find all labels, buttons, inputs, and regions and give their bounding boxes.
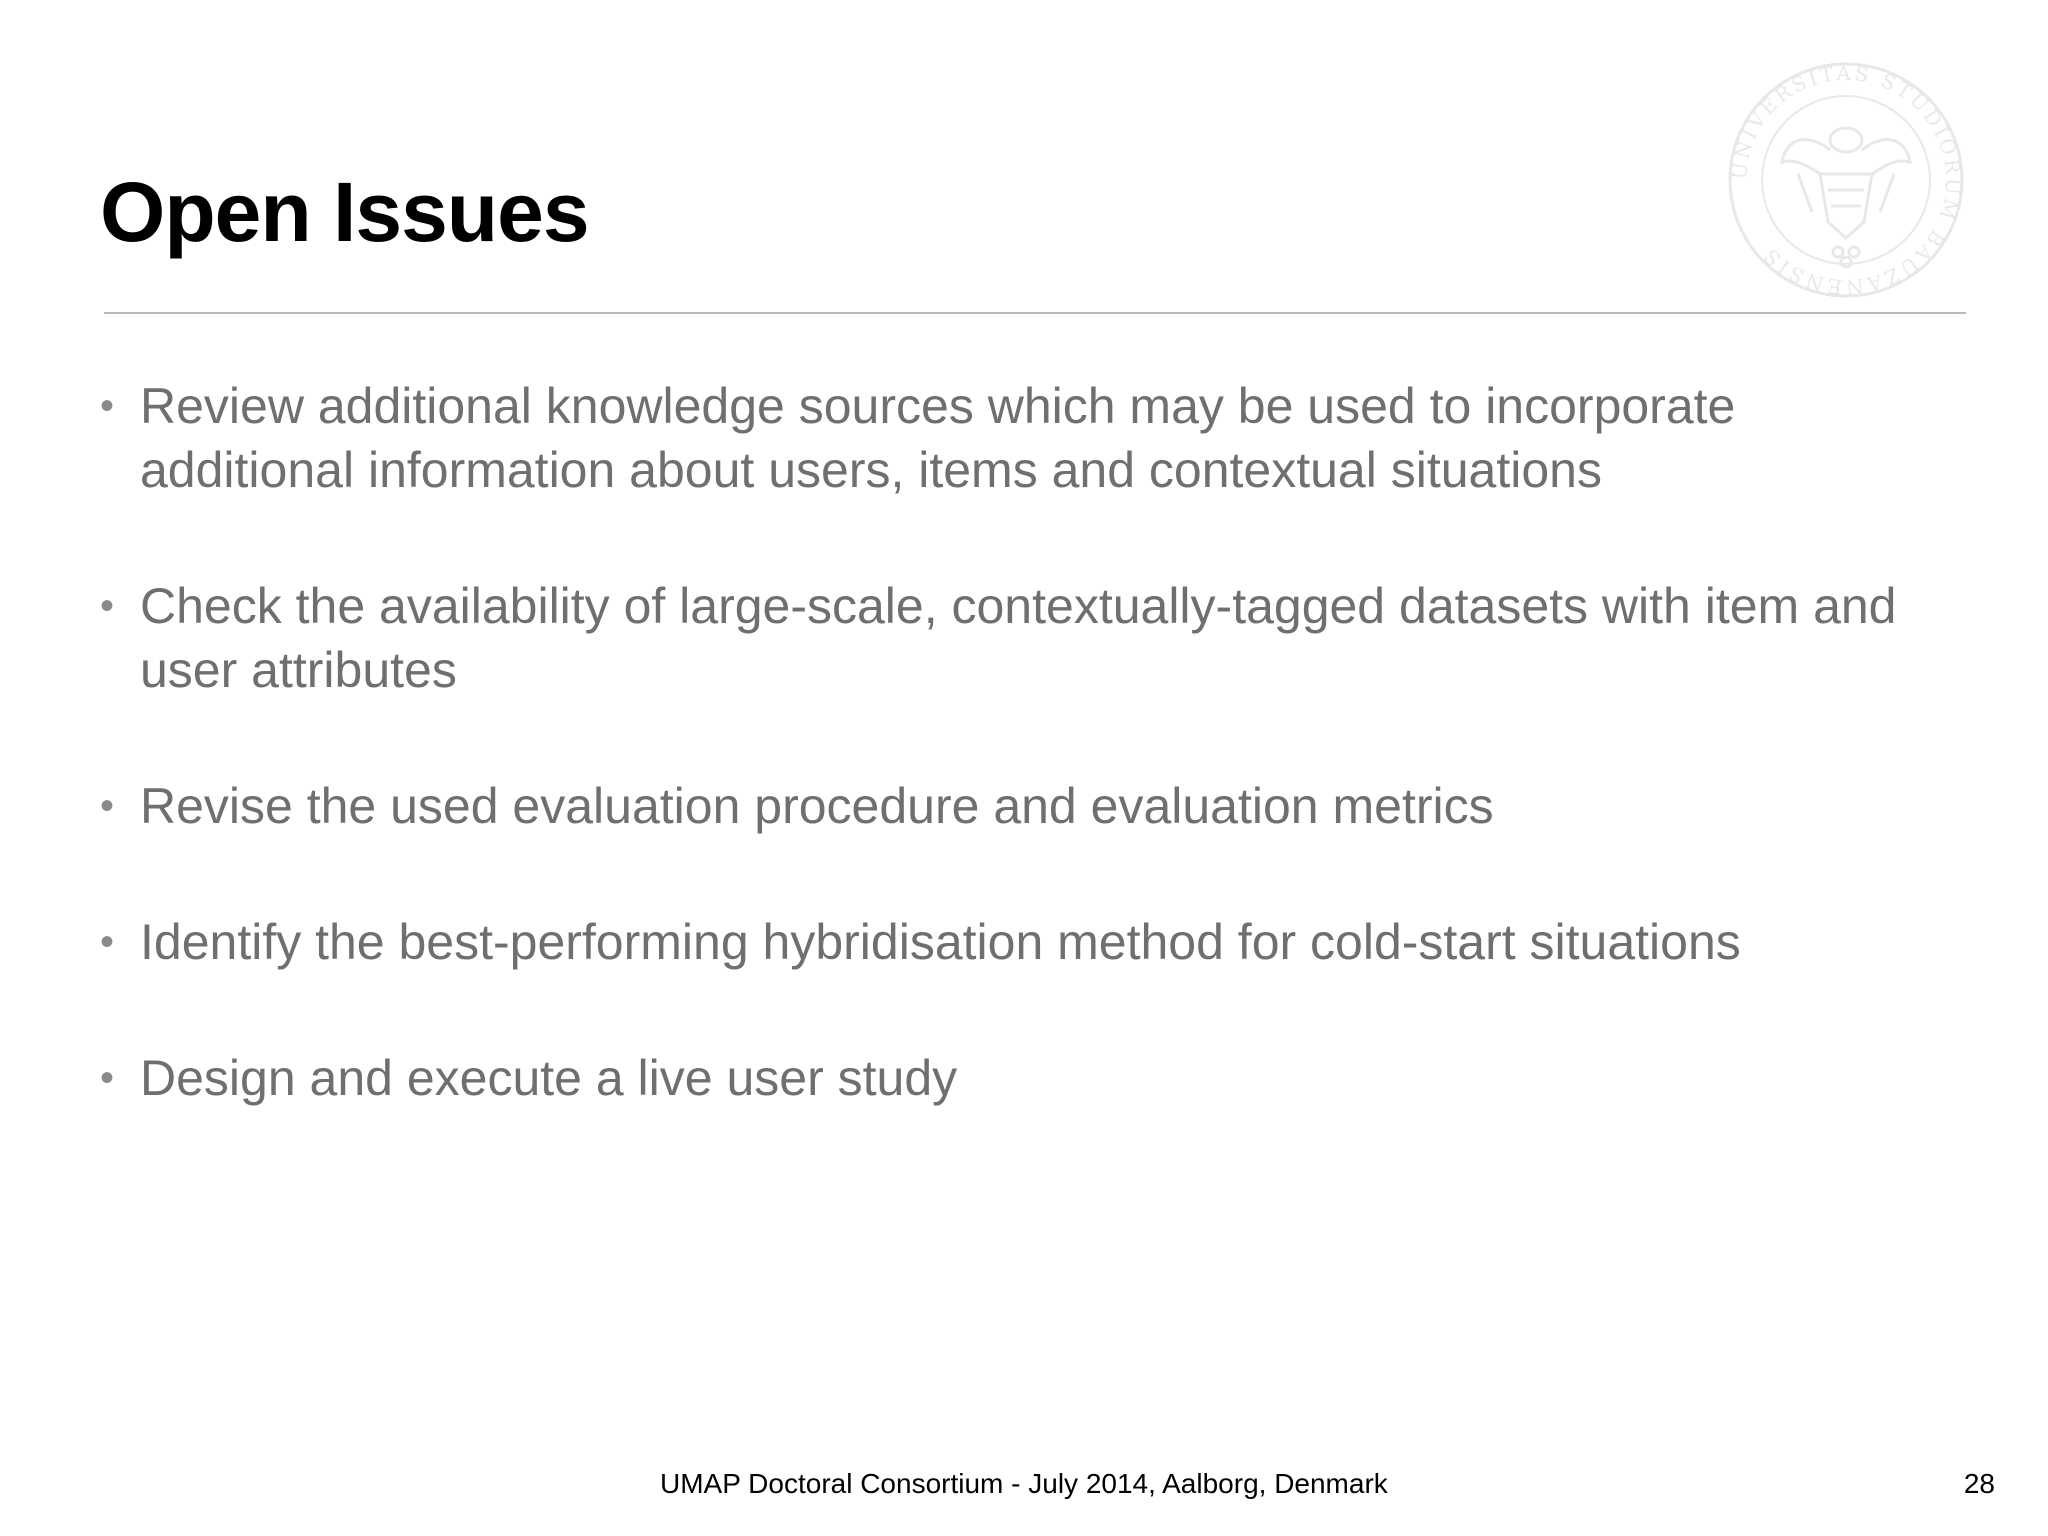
bullet-dot-icon: • (100, 1056, 115, 1100)
svg-text:UNIVERSITAS STUDIORUM BAUZANEN: UNIVERSITAS STUDIORUM BAUZANENSIS (1726, 62, 1966, 298)
slide-title: Open Issues (100, 165, 589, 259)
bullet-item (100, 374, 1960, 502)
bullet-list (100, 374, 1960, 1182)
bullet-item (100, 574, 1960, 702)
bullet-text: Identify the best-performing hybridisation method for cold-start situations (140, 914, 1741, 970)
page-number: 28 (1963, 1468, 1995, 1499)
bullet-text: Check the availability of large-scale, contextually-tagged datasets with item and user attributes (140, 578, 1897, 698)
bullet-item (100, 1046, 1960, 1110)
bullet-text: Design and execute a live user study (140, 1050, 958, 1106)
footer-text: UMAP Doctoral Consortium - July 2014, Aalborg, Denmark (660, 1468, 1388, 1499)
bullet-text: Review additional knowledge sources which may be used to incorporate additional information about users, items and contextual situations (140, 378, 1736, 498)
bullet-item (100, 910, 1960, 974)
bullet-dot-icon: • (100, 584, 115, 628)
bullet-dot-icon: • (100, 920, 115, 964)
bullet-text: Revise the used evaluation procedure and evaluation metrics (140, 778, 1494, 834)
bullet-item (100, 774, 1960, 838)
bullet-dot-icon: • (100, 384, 115, 428)
title-divider (104, 312, 1966, 314)
university-seal-icon (1716, 62, 1976, 298)
bullet-dot-icon: • (100, 784, 115, 828)
